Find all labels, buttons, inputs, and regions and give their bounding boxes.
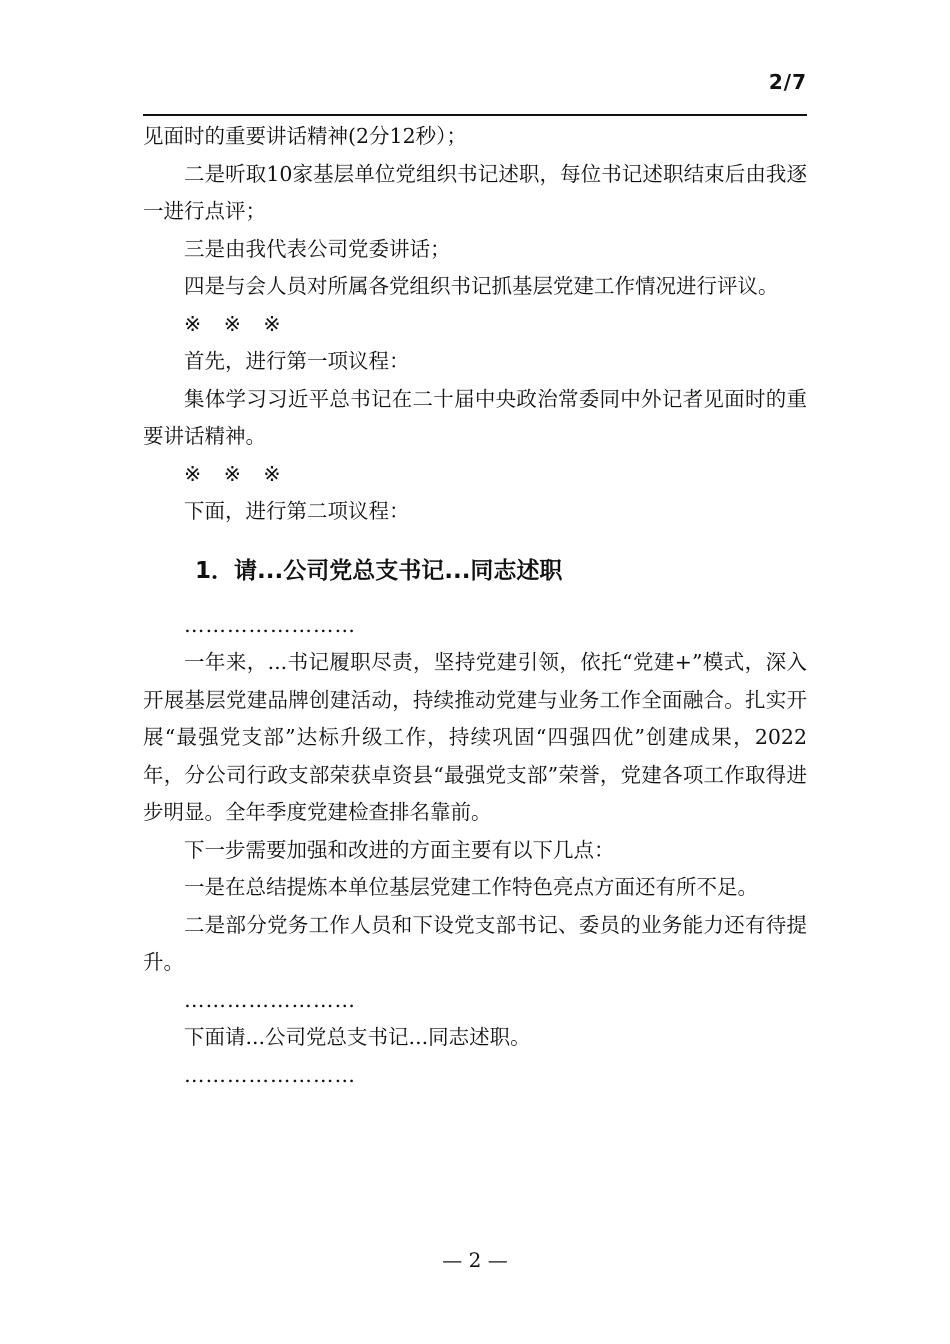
- paragraph-improvements-intro: 下一步需要加强和改进的方面主要有以下几点：: [184, 837, 615, 862]
- paragraph-agenda-item-2: 二是听取10家基层单位党组织书记述职，每位书记述职结束后由我逐一进行点评；: [143, 161, 807, 223]
- section-separator: ※ ※ ※: [184, 461, 289, 486]
- paragraph-report: 一年来，...书记履职尽责，坚持党建引领，依托“党建+”模式，深入开展基层党建品牌创建活动，持续推动党建与业务工作全面融合。扎实开展“最强党支部”达标升级工作，持续巩固“四强四优”创建成果，2022年，分公司行政支部荣获卓资县“最强党支部”荣誉，党建各项工作取得进步明显。全年季度党建检查排名靠前。: [143, 650, 807, 824]
- section-separator: ※ ※ ※: [184, 311, 289, 336]
- paragraph-study: 集体学习习近平总书记在二十届中央政治常委同中外记者见面时的重要讲话精神。: [143, 386, 807, 448]
- document-body: [143, 118, 807, 1094]
- paragraph-second-agenda: 下面，进行第二项议程：: [184, 499, 410, 523]
- paragraph-improvement-2: 二是部分党务工作人员和下设党支部书记、委员的业务能力还有待提升。: [143, 912, 807, 974]
- paragraph-agenda-item-3: 三是由我代表公司党委讲话；: [184, 236, 451, 261]
- section-heading: 1．请...公司党总支书记...同志述职: [195, 557, 563, 584]
- paragraph-continuation: 见面时的重要讲话精神(2分12秒）；: [143, 124, 467, 148]
- paragraph-agenda-item-4: 四是与会人员对所属各党组织书记抓基层党建工作情况进行评议。: [184, 274, 779, 298]
- paragraph-improvement-1: 一是在总结提炼本单位基层党建工作特色亮点方面还有所不足。: [184, 875, 758, 899]
- paragraph-next-report: 下面请...公司党总支书记...同志述职。: [184, 1025, 531, 1049]
- page-counter: 2/7: [768, 70, 807, 94]
- paragraph-first-agenda: 首先，进行第一项议程：: [184, 349, 410, 373]
- ellipsis-line: ……………………: [184, 987, 356, 1012]
- ellipsis-line: ……………………: [184, 612, 356, 637]
- page-number-footer: — 2 —: [442, 1248, 508, 1272]
- ellipsis-line: ……………………: [184, 1062, 356, 1087]
- header-rule: [143, 114, 807, 116]
